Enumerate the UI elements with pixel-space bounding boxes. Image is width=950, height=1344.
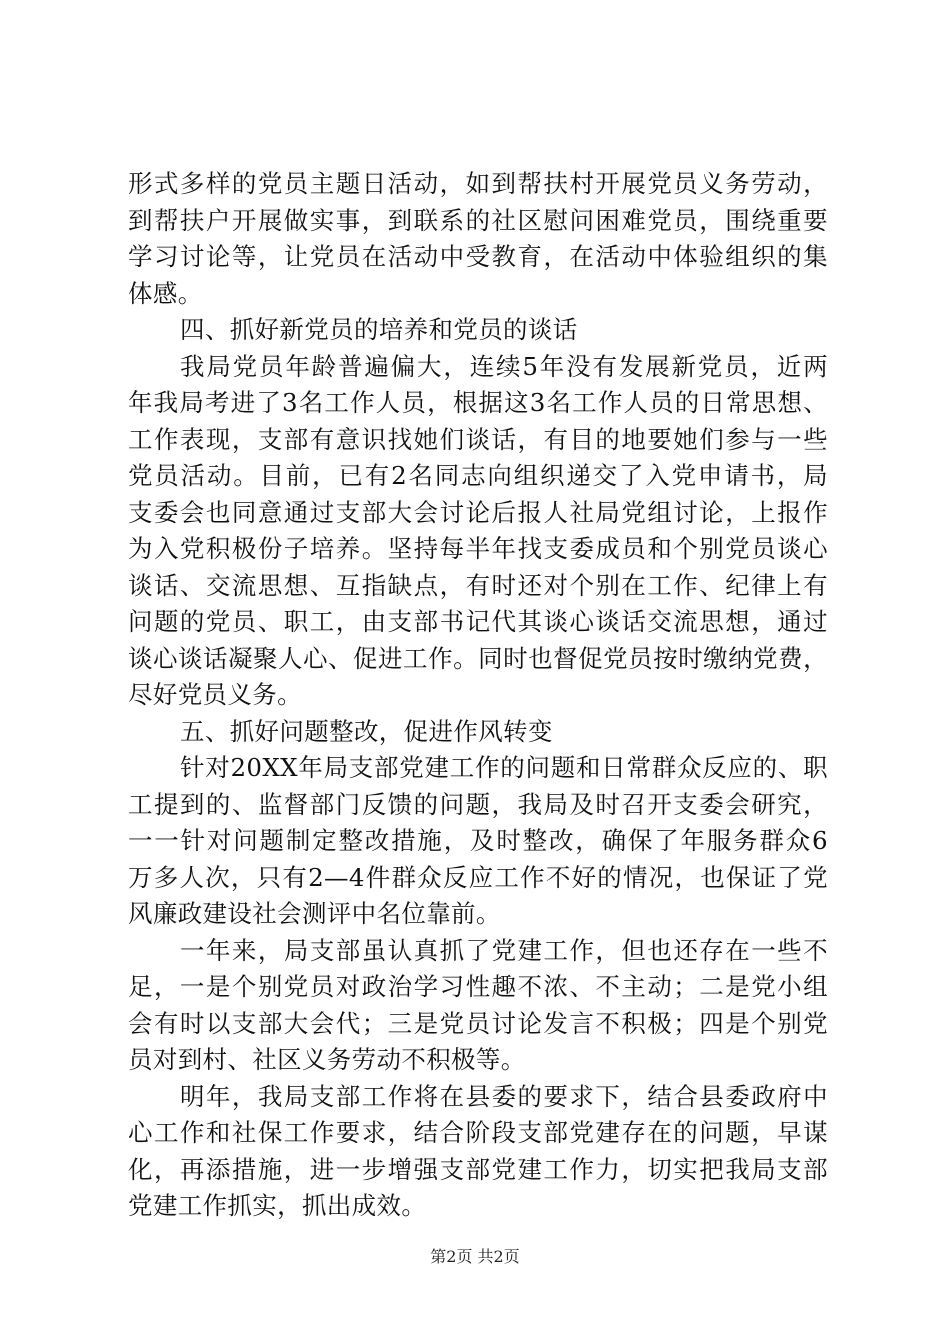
- text-line: 问题的党员、职工，由支部书记代其谈心谈话交流思想，通过: [128, 607, 828, 636]
- text-line: 一一针对问题制定整改措施，及时整改，确保了年服务群众6: [128, 826, 828, 855]
- document-body: [128, 166, 828, 1225]
- text-line: 风廉政建设社会测评中名位靠前。: [128, 899, 501, 928]
- page-footer: 第2页 共2页: [430, 1247, 520, 1266]
- text-line: 体感。: [128, 278, 203, 308]
- text-line: 谈心谈话凝聚人心、促进工作。同时也督促党员按时缴纳党费，: [128, 643, 828, 673]
- text-line: 支委会也同意通过支部大会讨论后报人社局党组讨论，上报作: [128, 497, 828, 527]
- text-line: 党员活动。目前，已有2名同志向组织递交了入党申请书，局: [128, 461, 828, 490]
- text-line: 会有时以支部大会代；三是党员讨论发言不积极；四是个别党: [128, 1008, 828, 1038]
- text-line: 尽好党员义务。: [128, 680, 302, 709]
- text-line: 一年来，局支部虽认真抓了党建工作，但也还存在一些不: [180, 935, 828, 965]
- text-line: 党建工作抓实，抓出成效。: [128, 1191, 427, 1220]
- text-line: 四、抓好新党员的培养和党员的谈话: [180, 315, 578, 344]
- text-line: 到帮扶户开展做实事，到联系的社区慰问困难党员，围绕重要: [128, 205, 828, 235]
- text-line: 五、抓好问题整改，促进作风转变: [180, 716, 553, 746]
- text-line: 员对到村、社区义务劳动不积极等。: [128, 1045, 526, 1074]
- text-line: 我局党员年龄普遍偏大，连续5年没有发展新党员，近两: [180, 351, 828, 381]
- text-line: 年我局考进了3名工作人员，根据这3名工作人员的日常思想、: [128, 388, 828, 417]
- text-line: 学习讨论等，让党员在活动中受教育，在活动中体验组织的集: [128, 242, 828, 271]
- text-line: 工提到的、监督部门反馈的问题，我局及时召开支委会研究，: [128, 789, 828, 819]
- text-line: 万多人次，只有2—4件群众反应工作不好的情况，也保证了党: [128, 862, 828, 892]
- text-line: 心工作和社保工作要求，结合阶段支部党建存在的问题，早谋: [128, 1118, 828, 1147]
- text-line: 工作表现，支部有意识找她们谈话，有目的地要她们参与一些: [128, 424, 828, 454]
- text-line: 针对20XX年局支部党建工作的问题和日常群众反应的、职: [180, 753, 828, 782]
- text-line: 为入党积极份子培养。坚持每半年找支委成员和个别党员谈心: [128, 534, 828, 563]
- text-line: 谈话、交流思想、互指缺点，有时还对个别在工作、纪律上有: [128, 570, 828, 600]
- text-line: 形式多样的党员主题日活动，如到帮扶村开展党员义务劳动，: [128, 169, 828, 198]
- text-line: 明年，我局支部工作将在县委的要求下，结合县委政府中: [180, 1081, 828, 1111]
- text-line: 化，再添措施，进一步增强支部党建工作力，切实把我局支部: [128, 1154, 828, 1184]
- text-line: 足，一是个别党员对政治学习性趣不浓、不主动；二是党小组: [128, 972, 828, 1001]
